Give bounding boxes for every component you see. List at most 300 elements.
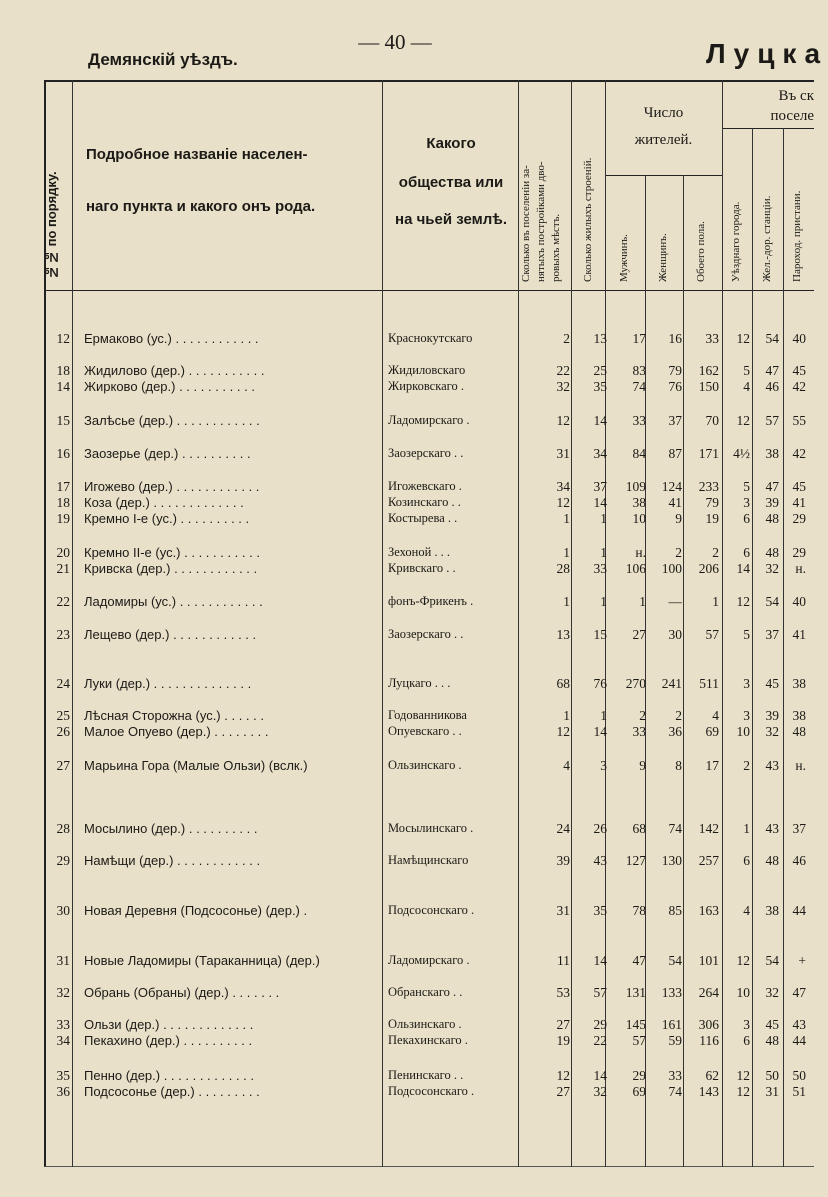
cell-name: Ермаково (ус.) . . . . . . . . . . . . <box>84 331 259 346</box>
header-distance-line1: Въ ск <box>778 88 814 104</box>
cell-dist-pier: 47 <box>792 985 806 1000</box>
cell-dist-town: 14 <box>736 561 750 576</box>
cell-men: 83 <box>632 363 646 378</box>
header-residents-line2: жителей. <box>634 132 693 148</box>
cell-households: 22 <box>556 363 570 378</box>
cell-dist-rail: 48 <box>765 853 779 868</box>
cell-society: Намѣщинскаго <box>388 853 469 867</box>
cell-both: 143 <box>698 1084 719 1099</box>
cell-men: 127 <box>625 853 646 868</box>
cell-buildings: 14 <box>593 953 607 968</box>
cell-society: Кривскаго . . <box>388 561 456 575</box>
cell-both: 57 <box>705 627 719 642</box>
cell-both: 33 <box>705 331 719 346</box>
cell-buildings: 35 <box>593 379 607 394</box>
cell-society: Заозерскаго . . <box>388 446 464 460</box>
cell-both: 70 <box>705 413 719 428</box>
header-name-line1: Подробное названіе населен- <box>86 146 308 163</box>
cell-no: 28 <box>56 821 70 836</box>
cell-both: 116 <box>699 1033 719 1048</box>
cell-men: 78 <box>632 903 646 918</box>
cell-name: Лѣсная Сторожна (ус.) . . . . . . <box>84 708 264 723</box>
cell-dist-town: 4 <box>743 903 750 918</box>
cell-society: Подсосонскаго . <box>388 1084 475 1098</box>
cell-no: 26 <box>56 724 70 739</box>
cell-both: 150 <box>698 379 719 394</box>
cell-women: 85 <box>668 903 682 918</box>
cell-men: 10 <box>632 511 646 526</box>
cell-women: 241 <box>661 676 682 691</box>
header-households-1: Сколько въ поселеніи за- <box>520 165 532 282</box>
cell-both: 306 <box>698 1017 719 1032</box>
cell-dist-pier: 46 <box>792 853 806 868</box>
header-women: Женщинъ. <box>657 233 669 282</box>
cell-no: 20 <box>56 545 70 560</box>
cell-households: 1 <box>563 511 570 526</box>
cell-both: 101 <box>698 953 719 968</box>
cell-dist-town: 12 <box>736 1084 750 1099</box>
header-no: №№ по порядку. <box>44 171 59 280</box>
cell-name: Подсосонье (дер.) . . . . . . . . . <box>84 1084 260 1099</box>
cell-buildings: 25 <box>593 363 607 378</box>
cell-dist-pier: 51 <box>792 1084 806 1099</box>
cell-name: Малое Опуево (дер.) . . . . . . . . <box>84 724 269 739</box>
running-head-town: Луцка <box>706 38 828 69</box>
cell-dist-pier: н. <box>795 758 806 773</box>
cell-no: 22 <box>56 594 70 609</box>
cell-society: Ользинскаго . <box>388 758 462 772</box>
cell-name: Ользи (дер.) . . . . . . . . . . . . . <box>84 1017 254 1032</box>
cell-buildings: 26 <box>593 821 607 836</box>
cell-both: 1 <box>712 594 719 609</box>
cell-men: 27 <box>632 627 646 642</box>
cell-dist-rail: 43 <box>765 821 779 836</box>
cell-dist-town: 5 <box>743 363 750 378</box>
cell-no: 18 <box>56 495 70 510</box>
cell-no: 35 <box>56 1068 70 1083</box>
table-row <box>44 724 814 744</box>
cell-society: фонъ-Фрикенъ . <box>388 594 474 608</box>
cell-women: 133 <box>661 985 682 1000</box>
cell-women: 130 <box>661 853 682 868</box>
cell-households: 34 <box>556 479 570 494</box>
cell-name: Жирково (дер.) . . . . . . . . . . . <box>84 379 255 394</box>
cell-buildings: 14 <box>593 724 607 739</box>
cell-name: Игожево (дер.) . . . . . . . . . . . . <box>84 479 260 494</box>
header-society-line2: общества или <box>398 174 504 191</box>
cell-both: 264 <box>698 985 719 1000</box>
cell-women: 87 <box>668 446 682 461</box>
cell-buildings: 15 <box>593 627 607 642</box>
header-society-line3: на чьей землѣ. <box>395 211 507 228</box>
cell-dist-town: 3 <box>743 676 750 691</box>
header-steam-pier: Пароход. пристани. <box>791 190 803 282</box>
header-rule <box>44 290 814 291</box>
header-society-line1: Какого <box>426 135 476 152</box>
cell-name: Коза (дер.) . . . . . . . . . . . . . <box>84 495 244 510</box>
cell-men: 38 <box>632 495 646 510</box>
cell-dist-rail: 50 <box>765 1068 779 1083</box>
cell-society: Годованникова <box>388 708 467 722</box>
cell-buildings: 76 <box>593 676 607 691</box>
district-title: Демянскій уѣздъ. <box>88 50 238 69</box>
cell-women: 30 <box>668 627 682 642</box>
cell-dist-rail: 31 <box>765 1084 779 1099</box>
cell-buildings: 1 <box>600 511 607 526</box>
header-men: Мужчинъ. <box>618 234 630 282</box>
cell-society: Пекахинскаго . <box>388 1033 468 1047</box>
cell-dist-town: 4 <box>743 379 750 394</box>
cell-no: 32 <box>56 985 70 1000</box>
cell-no: 17 <box>56 479 70 494</box>
cell-men: 109 <box>625 479 646 494</box>
cell-men: 145 <box>625 1017 646 1032</box>
cell-women: 54 <box>668 953 682 968</box>
cell-households: 27 <box>556 1084 570 1099</box>
cell-name: Жидилово (дер.) . . . . . . . . . . . <box>84 363 265 378</box>
cell-buildings: 35 <box>593 903 607 918</box>
cell-buildings: 14 <box>593 413 607 428</box>
cell-buildings: 1 <box>600 545 607 560</box>
cell-both: 206 <box>698 561 719 576</box>
cell-buildings: 3 <box>600 758 607 773</box>
distance-subrule <box>722 128 814 129</box>
cell-buildings: 34 <box>593 446 607 461</box>
cell-both: 17 <box>705 758 719 773</box>
cell-women: 37 <box>668 413 682 428</box>
cell-dist-town: 3 <box>743 708 750 723</box>
cell-households: 19 <box>556 1033 570 1048</box>
cell-name: Залѣсье (дер.) . . . . . . . . . . . . <box>84 413 260 428</box>
cell-name: Кремно І-е (ус.) . . . . . . . . . . <box>84 511 250 526</box>
cell-both: 257 <box>698 853 719 868</box>
cell-buildings: 33 <box>593 561 607 576</box>
cell-both: 511 <box>699 676 719 691</box>
table-row <box>44 953 814 973</box>
cell-no: 23 <box>56 627 70 642</box>
cell-households: 11 <box>557 953 570 968</box>
cell-name: Намѣщи (дер.) . . . . . . . . . . . . <box>84 853 261 868</box>
cell-dist-town: 3 <box>743 1017 750 1032</box>
cell-dist-pier: + <box>798 953 806 968</box>
cell-dist-pier: 38 <box>792 676 806 691</box>
cell-men: 2 <box>639 708 646 723</box>
cell-dist-town: 6 <box>743 545 750 560</box>
cell-dist-pier: 50 <box>792 1068 806 1083</box>
cell-dist-rail: 45 <box>765 1017 779 1032</box>
cell-women: 33 <box>668 1068 682 1083</box>
cell-men: 9 <box>639 758 646 773</box>
cell-both: 162 <box>698 363 719 378</box>
cell-dist-pier: 44 <box>792 903 806 918</box>
table-row <box>44 627 814 647</box>
cell-buildings: 57 <box>593 985 607 1000</box>
cell-dist-town: 12 <box>736 594 750 609</box>
cell-households: 1 <box>563 708 570 723</box>
cell-men: 106 <box>625 561 646 576</box>
header-both: Обоего пола. <box>695 221 707 282</box>
cell-dist-rail: 43 <box>765 758 779 773</box>
cell-no: 12 <box>56 331 70 346</box>
table-row <box>44 821 814 841</box>
cell-society: Опуевскаго . . <box>388 724 462 738</box>
cell-dist-pier: 43 <box>792 1017 806 1032</box>
header-buildings: Сколько жилыхъ строеній. <box>582 157 594 282</box>
cell-buildings: 14 <box>593 495 607 510</box>
cell-society: Ладомирскаго . <box>388 953 470 967</box>
cell-both: 163 <box>698 903 719 918</box>
cell-buildings: 29 <box>593 1017 607 1032</box>
cell-society: Зехоной . . . <box>388 545 451 559</box>
cell-households: 13 <box>556 627 570 642</box>
cell-households: 32 <box>556 379 570 394</box>
cell-name: Новые Ладомиры (Тараканница) (дер.) <box>84 953 320 968</box>
cell-no: 34 <box>56 1033 70 1048</box>
cell-men: 33 <box>632 724 646 739</box>
cell-society: Заозерскаго . . <box>388 627 464 641</box>
cell-men: 69 <box>632 1084 646 1099</box>
cell-society: Луцкаго . . . <box>388 676 451 690</box>
cell-dist-pier: 41 <box>792 495 806 510</box>
cell-no: 16 <box>56 446 70 461</box>
cell-society: Козинскаго . . <box>388 495 461 509</box>
cell-dist-pier: 41 <box>792 627 806 642</box>
cell-men: 270 <box>625 676 646 691</box>
table-row <box>44 561 814 581</box>
cell-buildings: 43 <box>593 853 607 868</box>
table-row <box>44 379 814 399</box>
cell-society: Краснокутскаго <box>388 331 473 345</box>
cell-society: Подсосонскаго . <box>388 903 475 917</box>
cell-dist-rail: 48 <box>765 511 779 526</box>
cell-dist-town: 4½ <box>733 446 750 461</box>
header-name-line2: наго пункта и какого онъ рода. <box>86 198 316 215</box>
cell-no: 36 <box>56 1084 70 1099</box>
cell-no: 18 <box>56 363 70 378</box>
cell-dist-town: 5 <box>743 627 750 642</box>
cell-dist-rail: 39 <box>765 708 779 723</box>
cell-households: 24 <box>556 821 570 836</box>
table-row <box>44 331 814 351</box>
cell-women: 74 <box>668 1084 682 1099</box>
cell-women: 2 <box>675 708 682 723</box>
table-row <box>44 511 814 531</box>
cell-dist-pier: 37 <box>792 821 806 836</box>
cell-men: н. <box>635 545 646 560</box>
cell-society: Ользинскаго . <box>388 1017 462 1031</box>
cell-men: 68 <box>632 821 646 836</box>
cell-dist-pier: 48 <box>792 724 806 739</box>
cell-dist-pier: 40 <box>792 594 806 609</box>
cell-dist-rail: 48 <box>765 1033 779 1048</box>
cell-dist-pier: 55 <box>792 413 806 428</box>
cell-name: Пекахино (дер.) . . . . . . . . . . <box>84 1033 253 1048</box>
cell-name: Новая Деревня (Подсосонье) (дер.) . <box>84 903 308 918</box>
cell-men: 47 <box>632 953 646 968</box>
cell-dist-town: 5 <box>743 479 750 494</box>
cell-women: 41 <box>668 495 682 510</box>
cell-no: 21 <box>56 561 70 576</box>
cell-society: Жидиловскаго <box>388 363 466 377</box>
cell-dist-rail: 48 <box>765 545 779 560</box>
cell-women: 124 <box>661 479 682 494</box>
cell-dist-rail: 32 <box>765 724 779 739</box>
cell-men: 1 <box>639 594 646 609</box>
cell-no: 24 <box>56 676 70 691</box>
cell-men: 84 <box>632 446 646 461</box>
cell-dist-rail: 47 <box>765 363 779 378</box>
cell-dist-rail: 54 <box>765 953 779 968</box>
cell-buildings: 32 <box>593 1084 607 1099</box>
cell-households: 1 <box>563 594 570 609</box>
cell-society: Жирковскаго . <box>388 379 464 393</box>
table-row <box>44 446 814 466</box>
cell-no: 27 <box>56 758 70 773</box>
cell-dist-pier: 42 <box>792 379 806 394</box>
cell-dist-rail: 47 <box>765 479 779 494</box>
cell-name: Пенно (дер.) . . . . . . . . . . . . . <box>84 1068 254 1083</box>
cell-buildings: 13 <box>593 331 607 346</box>
cell-both: 142 <box>698 821 719 836</box>
cell-both: 69 <box>705 724 719 739</box>
cell-households: 53 <box>556 985 570 1000</box>
cell-households: 68 <box>556 676 570 691</box>
header-households-2: нятыхъ постройками дво- <box>535 161 547 282</box>
cell-women: — <box>668 594 682 609</box>
table-row <box>44 676 814 696</box>
cell-households: 4 <box>563 758 570 773</box>
cell-women: 2 <box>675 545 682 560</box>
cell-women: 74 <box>668 821 682 836</box>
cell-buildings: 22 <box>593 1033 607 1048</box>
cell-dist-pier: 38 <box>792 708 806 723</box>
table-row <box>44 1033 814 1053</box>
cell-name: Луки (дер.) . . . . . . . . . . . . . . <box>84 676 252 691</box>
table-row <box>44 853 814 873</box>
cell-no: 15 <box>56 413 70 428</box>
cell-dist-town: 2 <box>743 758 750 773</box>
cell-both: 171 <box>698 446 719 461</box>
cell-men: 57 <box>632 1033 646 1048</box>
cell-name: Заозерье (дер.) . . . . . . . . . . <box>84 446 251 461</box>
cell-households: 31 <box>556 446 570 461</box>
cell-men: 131 <box>625 985 646 1000</box>
cell-women: 79 <box>668 363 682 378</box>
cell-no: 29 <box>56 853 70 868</box>
cell-buildings: 1 <box>600 594 607 609</box>
cell-dist-town: 12 <box>736 331 750 346</box>
cell-women: 9 <box>675 511 682 526</box>
cell-no: 31 <box>56 953 70 968</box>
cell-dist-town: 6 <box>743 853 750 868</box>
cell-men: 17 <box>632 331 646 346</box>
cell-society: Мосылинскаго . <box>388 821 474 835</box>
table-row <box>44 903 814 923</box>
cell-dist-town: 12 <box>736 953 750 968</box>
cell-dist-pier: 44 <box>792 1033 806 1048</box>
cell-dist-pier: 29 <box>792 511 806 526</box>
cell-households: 12 <box>556 724 570 739</box>
cell-dist-rail: 37 <box>765 627 779 642</box>
cell-dist-pier: 42 <box>792 446 806 461</box>
cell-men: 29 <box>632 1068 646 1083</box>
cell-women: 100 <box>661 561 682 576</box>
cell-no: 30 <box>56 903 70 918</box>
cell-dist-rail: 38 <box>765 903 779 918</box>
cell-dist-rail: 39 <box>765 495 779 510</box>
cell-households: 12 <box>556 1068 570 1083</box>
cell-dist-town: 12 <box>736 1068 750 1083</box>
cell-women: 161 <box>661 1017 682 1032</box>
table-row <box>44 594 814 614</box>
cell-name: Обрань (Обраны) (дер.) . . . . . . . <box>84 985 280 1000</box>
cell-no: 25 <box>56 708 70 723</box>
cell-dist-pier: 45 <box>792 363 806 378</box>
cell-dist-town: 6 <box>743 1033 750 1048</box>
cell-dist-rail: 54 <box>765 331 779 346</box>
cell-buildings: 1 <box>600 708 607 723</box>
header-uezd-town: Уѣзднаго города. <box>730 201 742 282</box>
cell-buildings: 14 <box>593 1068 607 1083</box>
page-number: — 40 — <box>358 30 432 54</box>
col-line <box>752 128 753 1167</box>
cell-dist-town: 1 <box>743 821 750 836</box>
cell-both: 2 <box>712 545 719 560</box>
cell-dist-pier: н. <box>795 561 806 576</box>
cell-households: 12 <box>556 495 570 510</box>
cell-women: 36 <box>668 724 682 739</box>
cell-society: Ладомирскаго . <box>388 413 470 427</box>
cell-no: 19 <box>56 511 70 526</box>
cell-households: 1 <box>563 545 570 560</box>
cell-society: Костырева . . <box>388 511 458 525</box>
cell-men: 74 <box>632 379 646 394</box>
cell-women: 76 <box>668 379 682 394</box>
header-households-3: ровыхъ мѣстъ. <box>550 213 562 282</box>
cell-dist-pier: 29 <box>792 545 806 560</box>
header-distance-line2: поселе <box>770 108 814 124</box>
table-row <box>44 758 814 778</box>
cell-name: Мосылино (дер.) . . . . . . . . . . <box>84 821 258 836</box>
cell-households: 27 <box>556 1017 570 1032</box>
cell-dist-rail: 32 <box>765 561 779 576</box>
table-row <box>44 1084 814 1104</box>
cell-name: Ладомиры (ус.) . . . . . . . . . . . . <box>84 594 263 609</box>
cell-households: 31 <box>556 903 570 918</box>
cell-households: 39 <box>556 853 570 868</box>
cell-society: Игожевскаго . <box>388 479 462 493</box>
header-residents-line1: Число <box>643 105 684 121</box>
cell-dist-rail: 38 <box>765 446 779 461</box>
cell-women: 16 <box>668 331 682 346</box>
cell-dist-pier: 40 <box>792 331 806 346</box>
cell-dist-town: 6 <box>743 511 750 526</box>
residents-subrule <box>605 175 722 176</box>
cell-women: 59 <box>668 1033 682 1048</box>
cell-both: 4 <box>712 708 719 723</box>
cell-households: 28 <box>556 561 570 576</box>
cell-dist-rail: 45 <box>765 676 779 691</box>
cell-both: 19 <box>705 511 719 526</box>
cell-name: Кремно ІІ-е (ус.) . . . . . . . . . . . <box>84 545 260 560</box>
cell-name: Кривска (дер.) . . . . . . . . . . . . <box>84 561 258 576</box>
cell-dist-pier: 45 <box>792 479 806 494</box>
table-row <box>44 413 814 433</box>
cell-dist-rail: 46 <box>765 379 779 394</box>
cell-dist-town: 3 <box>743 495 750 510</box>
col-line <box>783 128 784 1167</box>
table-row <box>44 985 814 1005</box>
